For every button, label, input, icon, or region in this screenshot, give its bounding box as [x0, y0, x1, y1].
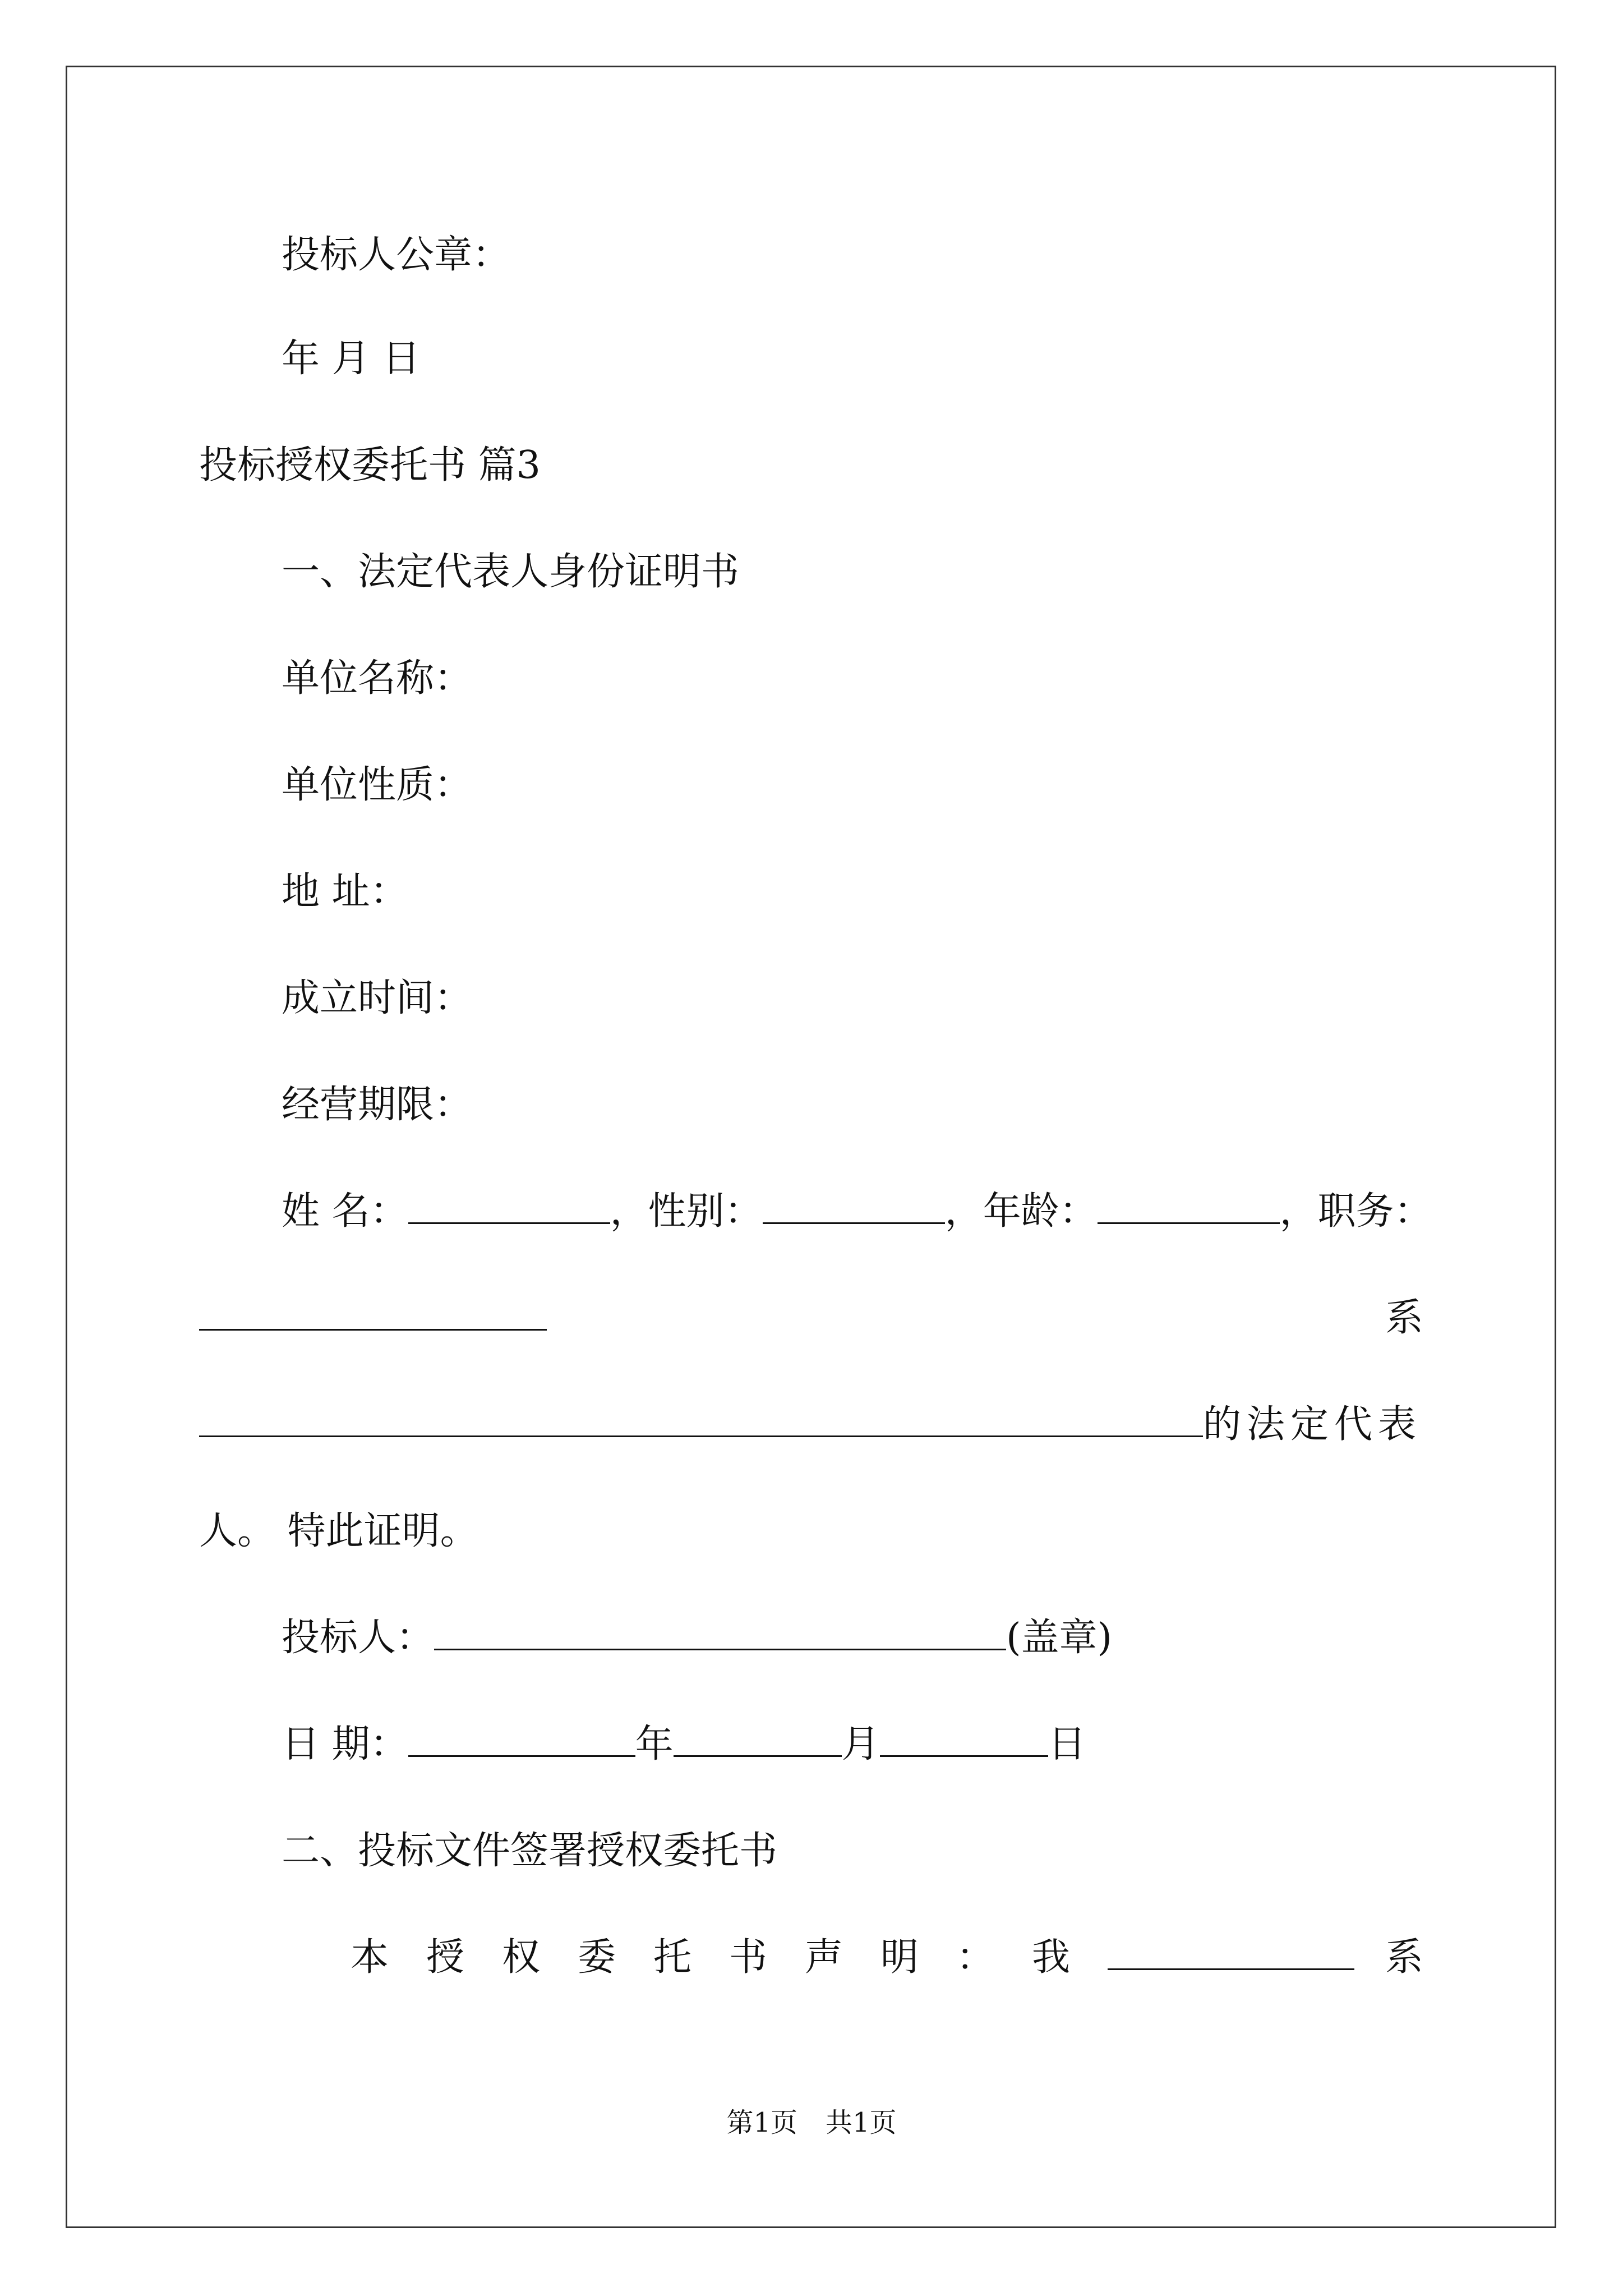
page-total: 共1页 [826, 2107, 897, 2138]
statement-char: 声 [805, 1935, 843, 1980]
date-ymd-line: 年 月 日 [282, 337, 421, 381]
month-label: 月 [841, 1722, 880, 1766]
statement-char: 本 [351, 1935, 389, 1980]
day-blank [880, 1720, 1048, 1757]
year-label: 年 [635, 1722, 674, 1766]
age-label: ，年龄： [944, 1189, 1098, 1234]
date-line [282, 1719, 1086, 1770]
statement-char: ： [956, 1935, 995, 1980]
statement-char: 授 [426, 1935, 465, 1980]
month-blank [674, 1720, 842, 1757]
page-number: 第1页 [726, 2107, 797, 2138]
bidder-blank [434, 1614, 1006, 1650]
name-blank [408, 1188, 610, 1224]
bidder-label: 投标人： [282, 1616, 435, 1660]
gender-label: ，性别： [610, 1189, 763, 1234]
name-label: 姓 名： [282, 1189, 408, 1234]
position-blank [199, 1294, 547, 1331]
heading-authorization: 二、投标文件签署授权委托书 [282, 1829, 778, 1873]
page-border [66, 66, 1556, 2228]
position-label: ，职务： [1279, 1189, 1432, 1234]
statement-char: 委 [578, 1935, 616, 1980]
address-line: 地 址： [282, 869, 408, 914]
certify-line: 人。 特此证明。 [199, 1509, 478, 1553]
statement-char: 权 [502, 1935, 541, 1980]
bidder-line [282, 1613, 1112, 1663]
xi-text-1: 系 [1385, 1296, 1424, 1340]
statement-char: 明 [880, 1935, 919, 1980]
statement-char: 书 [729, 1935, 768, 1980]
statement-blank-line [1108, 1932, 1354, 1983]
unit-nature-line: 单位性质： [282, 763, 473, 807]
xi-text-2: 系 [1385, 1935, 1424, 1980]
section-title: 投标授权委托书 篇3 [199, 443, 541, 487]
gender-blank [763, 1188, 945, 1224]
company-blank [199, 1401, 1203, 1437]
day-label: 日 [1048, 1722, 1086, 1766]
term-line: 经营期限： [282, 1083, 473, 1127]
statement-blank [1108, 1934, 1354, 1970]
established-line: 成立时间： [282, 976, 473, 1020]
bidder-seal-line: 投标人公章： [282, 233, 511, 277]
stamp-suffix: (盖章) [1006, 1616, 1113, 1660]
unit-name-line: 单位名称： [282, 656, 473, 701]
statement-char: 我 [1032, 1935, 1071, 1980]
legal-rep-text: 的法定代表 [1203, 1402, 1422, 1447]
age-blank [1098, 1188, 1280, 1224]
statement-char: 托 [653, 1935, 692, 1980]
year-blank [408, 1720, 635, 1757]
date-label: 日 期： [282, 1722, 408, 1766]
position-blank-line [199, 1293, 547, 1343]
person-info-line [282, 1186, 1432, 1237]
heading-legal-rep-certificate: 一、法定代表人身份证明书 [282, 550, 740, 594]
legal-rep-line [199, 1400, 1422, 1450]
page-footer [0, 2106, 1623, 2139]
